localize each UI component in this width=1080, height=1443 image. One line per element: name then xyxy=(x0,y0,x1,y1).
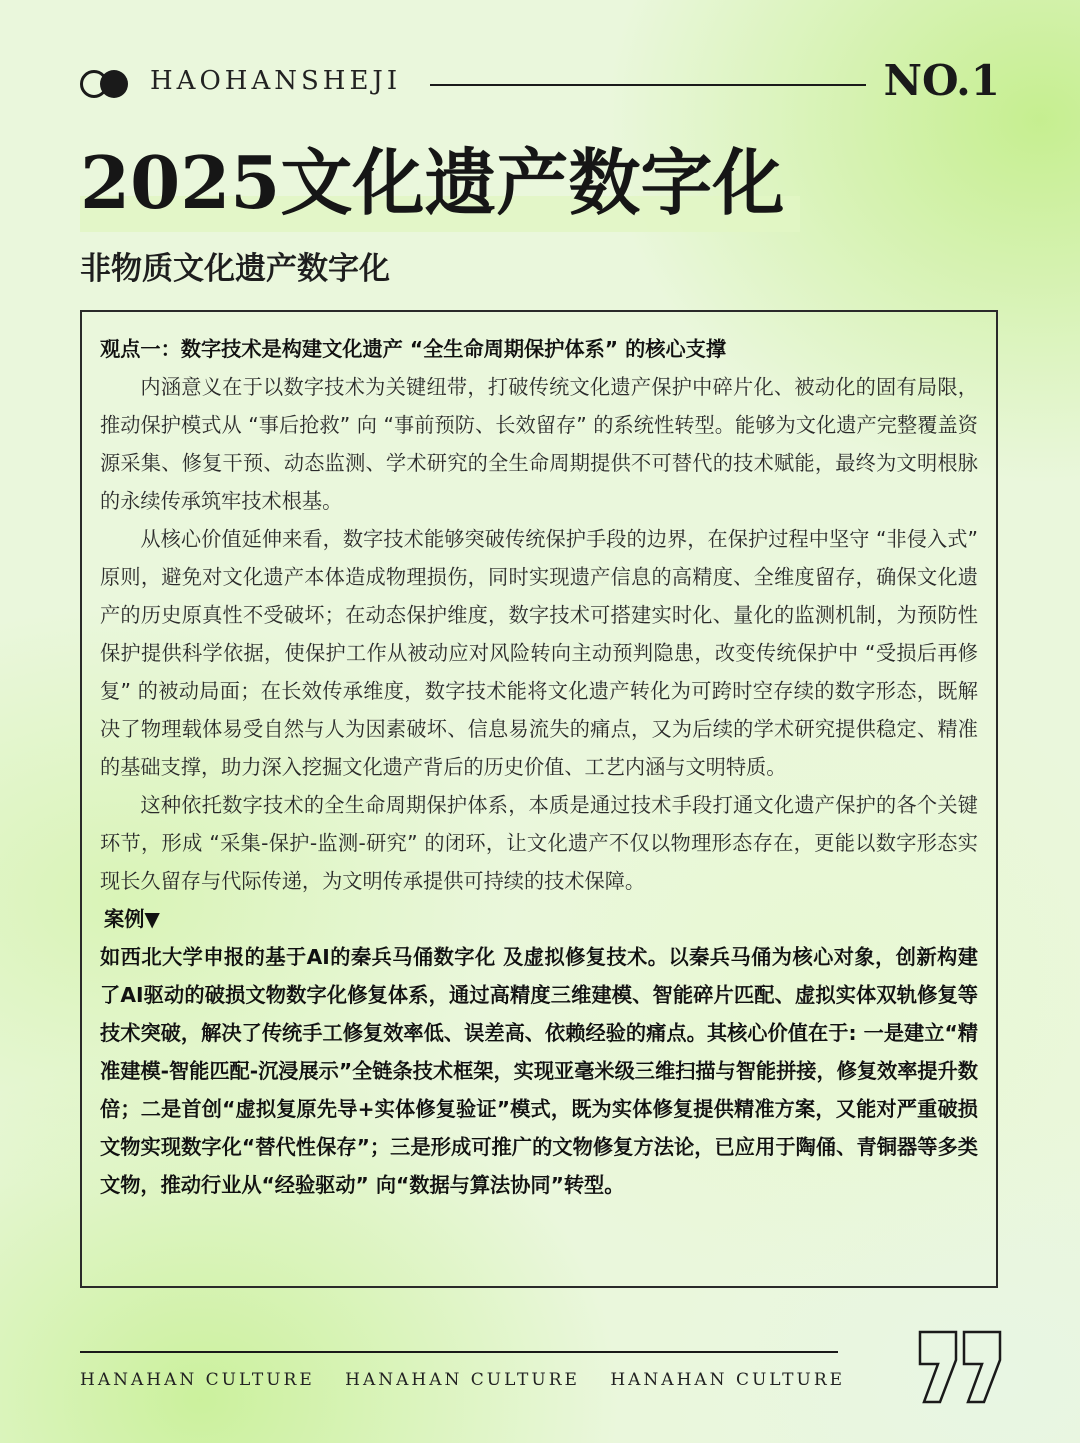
page-title: 2025文化遗产数字化 xyxy=(80,140,785,225)
issue-number: NO.1 xyxy=(883,56,1000,105)
case-body: 如西北大学申报的基于AI的秦兵马俑数字化 及虚拟修复技术。以秦兵马俑为核心对象，创新构建了AI驱动的破损文物数字化修复体系，通过高精度三维建模、智能碎片匹配、虚拟实体双轨修复等技术突破，解决了传统手工修复效率低、误差高、依赖经验的痛点。其核心价值在于: 一是建立“精准建模-智能匹配-沉浸展示”全链条技术框架，实现亚毫米级三维扫描与智能拼接，修复效率提升数倍；二是首创“虚拟复原先导+实体修复验证”模式，既为实体修复提供精准方案，又能对严重破损文物实现数字化“替代性保存”；三是形成可推广的文物修复方法论，已应用于陶俑、青铜器等多类文物，推动行业从“经验驱动” 向“数据与算法协同”转型。 xyxy=(100,945,978,1197)
top-bar xyxy=(80,56,1000,106)
paragraph: 从核心价值延伸来看，数字技术能够突破传统保护手段的边界，在保护过程中坚守 “非侵入式” 原则，避免对文化遗产本体造成物理损伤，同时实现遗产信息的高精度、全维度留存，确保文化遗产的历史原真性不受破坏；在动态保护维度，数字技术可搭建实时化、量化的监测机制，为预防性保护提供科学依据，使保护工作从被动应对风险转向主动预判隐患，改变传统保护中 “受损后再修复” 的被动局面；在长效传承维度，数字技术能将文化遗产转化为可跨时空存续的数字形态，既解决了物理载体易受自然与人为因素破坏、信息易流失的痛点，又为后续的学术研究提供稳定、精准的基础支撑，助力深入挖掘文化遗产背后的历史价值、工艺内涵与文明特质。 xyxy=(100,527,978,779)
footer-texts xyxy=(80,1370,867,1390)
brand-name: HAOHANSHEJI xyxy=(150,66,402,96)
top-divider xyxy=(430,84,866,86)
closing-quote-icon xyxy=(918,1330,1002,1404)
footer xyxy=(80,1330,1000,1410)
paragraph: 这种依托数字技术的全生命周期保护体系，本质是通过技术手段打通文化遗产保护的各个关键环节，形成 “采集-保护-监测-研究” 的闭环，让文化遗产不仅以物理形态存在，更能以数字形态实现长久留存与代际传递，为文明传承提供可持续的技术保障。 xyxy=(100,793,978,893)
paragraph: 内涵意义在于以数字技术为关键纽带，打破传统文化遗产保护中碎片化、被动化的固有局限，推动保护模式从 “事后抢救” 向 “事前预防、长效留存” 的系统性转型。能够为文化遗产完整覆盖资源采集、修复干预、动态监测、学术研究的全生命周期提供不可替代的技术赋能，最终为文明根脉的永续传承筑牢技术根基。 xyxy=(100,375,978,513)
footer-text: HANAHAN CULTURE xyxy=(80,1370,315,1390)
title-block xyxy=(80,138,784,228)
page-subtitle: 非物质文化遗产数字化 xyxy=(80,251,390,287)
point-heading: 观点一：数字技术是构建文化遗产 “全生命周期保护体系” 的核心支撑 xyxy=(100,337,727,361)
footer-text: HANAHAN CULTURE xyxy=(345,1370,580,1390)
footer-text: HANAHAN CULTURE xyxy=(610,1370,846,1390)
two-circles-logo-icon xyxy=(80,70,130,98)
footer-divider xyxy=(80,1351,838,1353)
case-label: 案例▼ xyxy=(104,907,160,931)
content-box xyxy=(80,310,998,1288)
